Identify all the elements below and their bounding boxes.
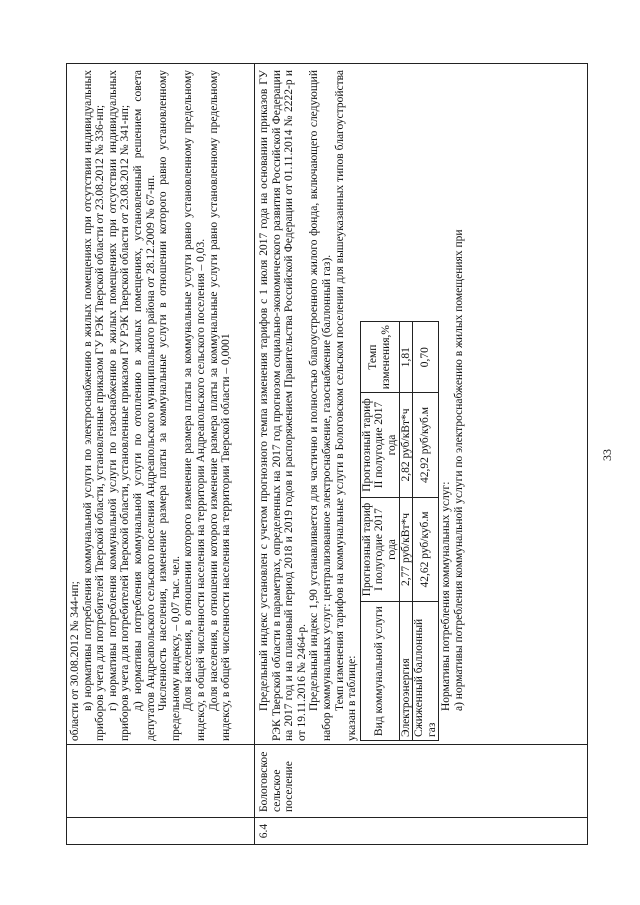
- table-header: Прогнозный тариф II полугодие 2017 года: [360, 393, 399, 498]
- settlement-name: Бологовское сельское поселение: [258, 751, 295, 812]
- row-content-continued: [69, 70, 233, 741]
- table-header-row: [360, 322, 399, 741]
- text-paragraph: Нормативы потребления коммунальных услуг:: [440, 481, 453, 711]
- text-paragraph: Предельный индекс установлен с учетом прогнозного темпа изменения тарифов с 1 июля 2017 года на основании приказов ГУ РЭК Тверской области в параметрах, определенных на 2017 год прогнозом социально-экономического развития Российской Федерации на 2017 год и на плановый период 2018 и 2019 годов и распоряжением Правительства Российской Федерации от 01.11.2014 № 2222-р и от 19.11.2016 № 2464-р.: [258, 70, 308, 741]
- table-cell: Электроэнергия: [399, 602, 413, 741]
- table-cell: 2,77 руб/кВт*ч: [399, 497, 413, 601]
- page-number: 33: [600, 449, 614, 461]
- table-cell: 0,70: [413, 322, 439, 393]
- text-paragraph: г) нормативы потребления коммунальной услуги по газоснабжению в жилых помещениях при отсутствии индивидуальных приборов учета для потребителей Тверской области, установленные приказом ГУ РЭК Тверской области от 23.08.2012 № 341-нп;: [106, 70, 132, 741]
- text-paragraph: д) нормативы потребления коммунальной услуги по отоплению в жилых помещениях, установленный решением совета депутатов Андреапольского сельского поселения Андреапольского муниципального района от 28.12.2009 № 67-нп.: [131, 70, 157, 741]
- text-paragraph: Доля населения, в отношении которого изменение размера платы за коммунальные услуги равно установленному предельному индексу, в общей численности населения на территории Тверской области – 0,0001: [207, 70, 233, 741]
- table-cell: 1,81: [399, 322, 413, 393]
- row-divider: [254, 64, 255, 844]
- table-cell: 2,82 руб/кВт*ч: [399, 393, 413, 498]
- row-content: [258, 70, 466, 741]
- row-number: 6.4: [258, 823, 270, 839]
- text-paragraph: а) нормативы потребления коммунальной услуги по электроснабжению в жилых помещениях при: [452, 229, 465, 711]
- table-cell: 42,62 руб/куб.м: [413, 497, 439, 601]
- text-paragraph: в) нормативы потребления коммунальной услуги по электроснабжению в жилых помещениях при отсутствии индивидуальных приборов учета для потребителей Тверской области, установленные приказом ГУ РЭК Тверской области от 23.08.2012 № 336-нп;: [81, 70, 107, 741]
- column-divider: [67, 817, 587, 818]
- table-cell: 42,92 руб/куб.м: [413, 393, 439, 498]
- table-header: Темп изменения,%: [360, 322, 399, 393]
- settlements-table: [66, 63, 588, 845]
- table-header: Прогнозный тариф I полугодие 2017 года: [360, 497, 399, 601]
- text-paragraph: Предельный индекс 1,90 устанавливается для частично и полностью благоустроенного жилого фонда, включающего следующий набор коммунальных услуг: централизованное электроснабжение, газоснабжение (баллонный газ).: [308, 70, 333, 741]
- column-divider: [67, 744, 587, 745]
- text-paragraph: Темп изменения тарифов на коммунальные услуги в Бологовском сельском поселении для вышеуказанных типов благоустройства указан в таблице:: [333, 70, 359, 741]
- table-row: [399, 322, 413, 741]
- text-line: области от 30.08.2012 № 344-нп;: [69, 581, 81, 741]
- table-cell: Сжиженный баллонный газ: [413, 602, 439, 741]
- table-header: Вид коммунальной услуги: [360, 602, 399, 741]
- tariff-table: [360, 321, 440, 741]
- text-paragraph: Численность населения, изменение размера платы за коммунальные услуги в отношении которого равно установленному предельному индексу, – 0,07 тыс. чел.: [157, 70, 182, 741]
- table-row: [413, 322, 439, 741]
- text-paragraph: Доля населения, в отношении которого изменение размера платы за коммунальные услуги равно установленному предельному индексу, в общей численности населения на территории Андреапольского сельского поселения – 0,03.: [182, 70, 207, 741]
